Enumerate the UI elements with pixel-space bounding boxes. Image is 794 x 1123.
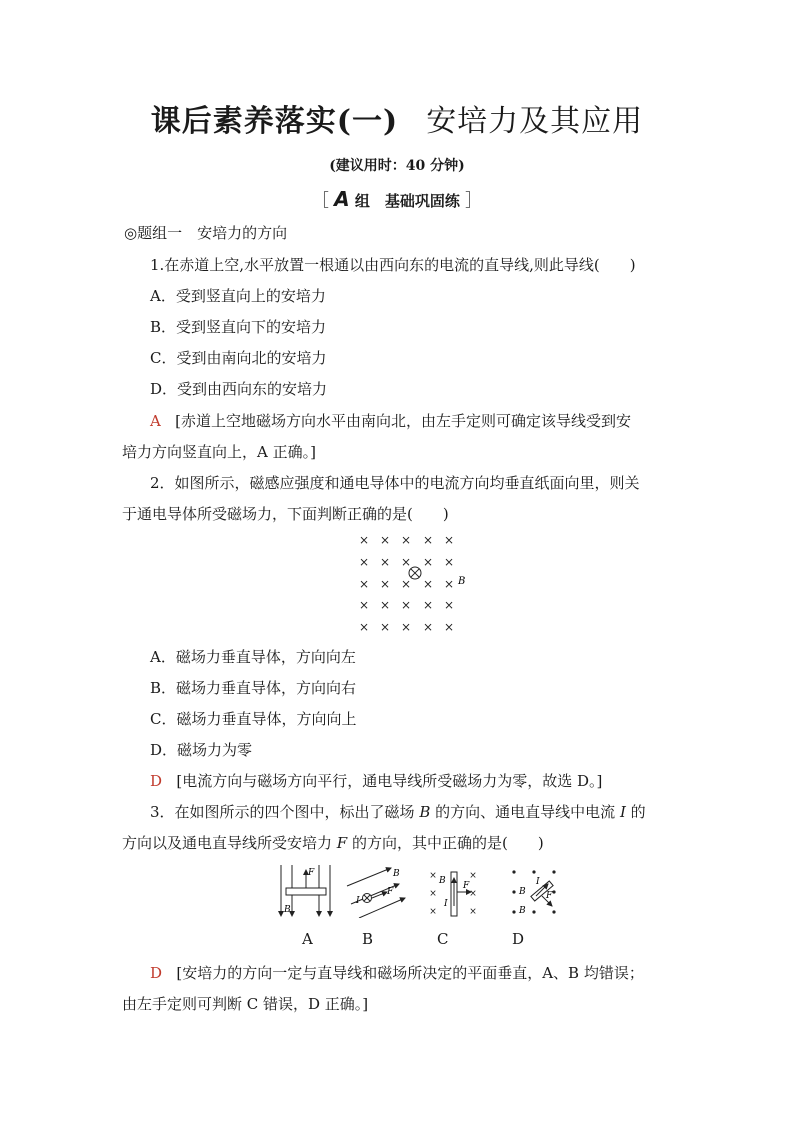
svg-text:×: × bbox=[379, 577, 391, 591]
q2-answer-line bbox=[150, 770, 602, 791]
force-label: F bbox=[387, 887, 394, 897]
svg-text:×: × bbox=[469, 889, 477, 899]
q1-stem: 1.在赤道上空,水平放置一根通以由西向东的电流的直导线,则此导线( ) bbox=[150, 256, 636, 274]
q2-field-label: B bbox=[458, 576, 466, 587]
svg-text:×: × bbox=[443, 555, 455, 569]
svg-text:×: × bbox=[429, 907, 437, 917]
q2-stem-1: 2．如图所示，磁感应强度和通电导体中的电流方向均垂直纸面向里，则关 bbox=[150, 474, 640, 492]
svg-text:×: × bbox=[429, 871, 437, 881]
q1-option-c: C．受到由南向北的安培力 bbox=[150, 349, 327, 367]
conductor-bar bbox=[286, 888, 326, 895]
force-label: F bbox=[308, 868, 315, 878]
q3-figure-c bbox=[425, 866, 485, 920]
q1-answer: A bbox=[150, 412, 161, 430]
q3-answer: D bbox=[150, 964, 163, 982]
title-main: 课后素养落实(一) bbox=[150, 104, 399, 139]
field-label: B bbox=[284, 905, 291, 915]
svg-text:×: × bbox=[400, 620, 412, 634]
q3-figure-d bbox=[506, 866, 564, 920]
q3-figure-b bbox=[345, 866, 407, 918]
svg-text:×: × bbox=[400, 577, 412, 591]
field-label-lower: B bbox=[519, 906, 526, 916]
svg-text:×: × bbox=[469, 871, 477, 881]
q1-option-b: B．受到竖直向下的安培力 bbox=[150, 318, 327, 336]
svg-text:×: × bbox=[358, 555, 370, 569]
current-label: I bbox=[356, 896, 360, 906]
q3-explain-1: [安培力的方向一定与直导线和磁场所决定的平面垂直，A、B 均错误； bbox=[176, 964, 644, 982]
q3-figure-a bbox=[276, 862, 338, 920]
q2-stem-2: 于通电导体所受磁场力，下面判断正确的是( ) bbox=[122, 505, 449, 523]
section-heading: ◎题组一 安培力的方向 bbox=[124, 224, 288, 242]
svg-text:×: × bbox=[379, 533, 391, 547]
svg-text:×: × bbox=[443, 598, 455, 612]
svg-text:×: × bbox=[379, 598, 391, 612]
q2-option-d: D．磁场力为零 bbox=[150, 741, 253, 759]
current-into-page-symbol bbox=[363, 894, 372, 903]
svg-text:×: × bbox=[400, 598, 412, 612]
q2-explain: [电流方向与磁场方向平行，通电导线所受磁场力为零，故选 D。] bbox=[176, 772, 603, 790]
q1-option-a: A．受到竖直向上的安培力 bbox=[150, 287, 326, 305]
svg-text:×: × bbox=[379, 620, 391, 634]
svg-text:×: × bbox=[422, 598, 434, 612]
q3-figure-a-label: A bbox=[302, 930, 313, 948]
svg-text:×: × bbox=[443, 620, 455, 634]
q1-explain-2: 培力方向竖直向上，A 正确。] bbox=[122, 443, 316, 461]
q1-option-d: D．受到由西向东的安培力 bbox=[150, 380, 328, 398]
force-arrow bbox=[372, 892, 387, 898]
svg-text:×: × bbox=[400, 555, 412, 569]
q2-answer: D bbox=[150, 772, 163, 790]
q3-figure-b-label: B bbox=[362, 930, 374, 948]
svg-text:×: × bbox=[422, 620, 434, 634]
q2-option-b: B．磁场力垂直导体，方向向右 bbox=[150, 679, 357, 697]
svg-text:×: × bbox=[358, 577, 370, 591]
q3-figure-c-label: C bbox=[437, 930, 449, 948]
q2-option-c: C．磁场力垂直导体，方向向上 bbox=[150, 710, 357, 728]
q3-figure-d-label: D bbox=[512, 930, 525, 948]
q3-stem-2: 方向以及通电直导线所受安培力 F 的方向，其中正确的是( ) bbox=[122, 834, 544, 852]
q2-field-figure bbox=[350, 530, 480, 635]
svg-text:×: × bbox=[422, 577, 434, 591]
svg-text:×: × bbox=[379, 555, 391, 569]
q2-option-a: A．磁场力垂直导体，方向向左 bbox=[150, 648, 356, 666]
svg-text:×: × bbox=[469, 907, 477, 917]
force-label: F bbox=[546, 891, 553, 901]
svg-text:×: × bbox=[358, 598, 370, 612]
current-into-page-symbol bbox=[409, 567, 421, 579]
svg-text:×: × bbox=[400, 533, 412, 547]
field-label: B bbox=[393, 869, 400, 879]
svg-text:×: × bbox=[443, 577, 455, 591]
page-title bbox=[0, 96, 794, 140]
current-label: I bbox=[444, 899, 448, 909]
group-label: 组 基础巩固练 bbox=[354, 192, 460, 210]
svg-text:×: × bbox=[422, 555, 434, 569]
q3-explain-2: 由左手定则可判断 C 错误，D 正确。] bbox=[122, 995, 369, 1013]
svg-text:×: × bbox=[422, 533, 434, 547]
title-sub: 安培力及其应用 bbox=[426, 104, 644, 139]
field-label: B bbox=[439, 876, 446, 886]
svg-text:×: × bbox=[443, 533, 455, 547]
q3-answer-line bbox=[150, 962, 644, 983]
q3-stem-1: 3．在如图所示的四个图中，标出了磁场 B 的方向、通电直导线中电流 I 的 bbox=[150, 803, 646, 821]
svg-text:×: × bbox=[358, 533, 370, 547]
field-label-upper: B bbox=[519, 887, 526, 897]
group-letter: A bbox=[334, 187, 350, 211]
svg-text:×: × bbox=[358, 620, 370, 634]
current-label: I bbox=[536, 877, 540, 887]
field-crosses bbox=[359, 533, 454, 634]
q1-answer-line bbox=[150, 410, 631, 431]
q1-explain-1: [赤道上空地磁场方向水平由南向北，由左手定则可确定该导线受到安 bbox=[175, 412, 632, 430]
svg-text:×: × bbox=[429, 889, 437, 899]
suggested-time: (建议用时：40 分钟) bbox=[329, 158, 465, 174]
force-label: F bbox=[463, 881, 470, 891]
group-tag: ［ A 组 基础巩固练 ］ bbox=[311, 187, 483, 211]
